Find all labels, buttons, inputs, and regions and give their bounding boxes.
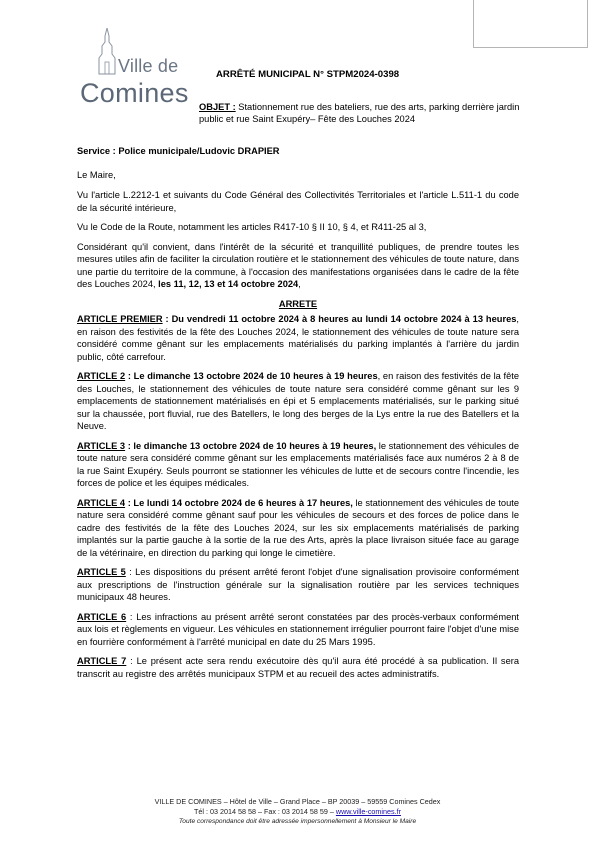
document-title: ARRÊTÉ MUNICIPAL N° STPM2024-0398 [216,69,400,80]
website-link[interactable]: www.ville-comines.fr [335,807,401,816]
article-label: ARTICLE 4 [77,497,126,508]
logo-ville-text: Ville de [118,56,179,76]
vu-paragraph-1: Vu l'article L.2212-1 et suivants du Code Général des Collectivités Territoriales et l'article L.511-1 du code de la sécurité intérieure, [77,190,519,213]
article-label: ARTICLE 7 [77,656,127,666]
service-line: Service : Police municipale/Ludovic DRAPIER [77,146,280,156]
considerant-paragraph [77,241,519,291]
page-footer [0,797,595,827]
document-body [77,145,519,687]
vu-paragraph-2: Vu le Code de la Route, notamment les articles R417-10 § II 10, § 4, et R411-25 al 3, [77,222,427,232]
footer-note: Toute correspondance doit être adressée impersonnellement à Monsieur le Maire [178,818,417,825]
article-text: , en raison des festivités de la fête des Louches 2024, le stationnement des véhicules de toute nature sera considéré comme gênant sur les emplacements matérialisés du parking implantés à l'arrière du jardin public, côté carrefour. [77,314,520,362]
article-4 [77,497,519,560]
maire-line: Le Maire, [77,169,116,180]
article-bold-text: Le lundi 14 octobre 2024 de 6 heures à 17 heures, [133,497,353,508]
article-separator: : [125,371,134,381]
article-bold-text: Du vendredi 11 octobre 2024 à 8 heures au lundi 14 octobre 2024 à 13 heures [171,314,517,324]
article-label: ARTICLE 2 [77,371,126,381]
article-7 [77,655,519,680]
article-label: ARTICLE PREMIER [77,314,163,324]
article-separator: : [125,440,134,451]
considerant-text: Considérant qu'il convient, dans l'intérêt de la sécurité et tranquillité publiques, de prendre toutes les mesures utiles afin de faciliter la circulation routière et le stationnement des véhicules de toute nature, dans une partie du territoire de la commune, à l'occasion des manifestations organisées dans le cadre de la fête des Louches 2024, [77,241,519,289]
objet-block [199,101,529,125]
article-5 [77,566,519,604]
article-3 [77,440,519,490]
article-text: Les infractions au présent arrêté seront constatées par des procès-verbaux conformément aux lois et règlements en vigueur. Les véhicules en stationnement irrégulier pourront faire l'objet d'une mise en fourrière conformément à l'arrêté municipal en date du 25 Mars 1995. [77,611,520,647]
article-bold-text: le dimanche 13 octobre 2024 de 10 heures à 19 heures, [133,440,377,451]
article-separator: : [126,656,137,666]
article-separator: : [162,314,172,324]
article-text: Les dispositions du présent arrêté feront l'objet d'une signalisation provisoire conformément aux prescriptions de l'instruction générale sur la signalisation routière par les services techniques municipaux 48 heures. [77,567,519,602]
article-separator: : [125,567,136,577]
article-6 [77,611,519,649]
considerant-end: , [298,279,301,289]
article-1 [77,313,519,363]
article-text: , en raison des festivités de la fête des Louches, le stationnement des véhicules de toute nature sera considéré comme gênant sur les 9 emplacements de stationnement matérialisés en épi et 5 emplacements matérialisés, sur le parking situé sur la chaussée, port fluvial, rue des Batellers, le long des berges de la Lys entre la rue des Batellers et la Neuve. [77,371,520,431]
objet-label: OBJET : [199,102,236,112]
article-separator: : [126,611,137,622]
footer-phone-fax: Tél : 03 2014 58 58 – Fax : 03 2014 58 59 – [194,807,336,816]
article-text: le stationnement des véhicules de toute nature sera considéré comme gênant sur les emplacements matérialisés face aux numéros 2 à 8 de la rue Saint Exupéry. Seuls pourront se stationner les véhicules de lutte et de secours contre l'incendie, les forces de police et les équipes médicales. [77,440,520,488]
article-label: ARTICLE 5 [77,567,126,577]
article-label: ARTICLE 6 [77,611,127,622]
objet-text: Stationnement rue des bateliers, rue des arts, parking derrière jardin public et rue Saint Exupéry– Fête des Louches 2024 [199,102,520,124]
reception-stamp-box [473,0,588,48]
city-logo [80,28,195,110]
footer-contact [0,807,595,817]
footer-address: VILLE DE COMINES – Hôtel de Ville – Grand Place – BP 20039 – 59559 Comines Cedex [154,797,441,806]
article-text: le stationnement des véhicules de toute nature sera considéré comme gênant sauf pour les véhicules de secours et des forces de police dans le cadre des festivités de la fête des Louches 2024, sur les six emplacements matérialisés de parking implantés sur la partie gauche à la sortie de la rue des Arts, après la place livraison située face au garage de la vétérinaire, en direction du parking qui longe le cimetière. [77,497,519,558]
logo-comines-text: Comines [80,78,189,108]
article-bold-text: Le dimanche 13 octobre 2024 de 10 heures à 19 heures [133,371,378,381]
considerant-dates: les 11, 12, 13 et 14 octobre 2024 [158,279,299,289]
article-text: Le présent acte sera rendu exécutoire dès qu'il aura été procédé à sa publication. Il sera transcrit au registre des arrêtés municipaux STPM et au recueil des actes administratifs. [77,656,520,679]
article-2 [77,370,519,433]
arrete-heading: ARRETE [278,298,318,309]
article-separator: : [125,497,134,508]
article-label: ARTICLE 3 [77,440,126,451]
